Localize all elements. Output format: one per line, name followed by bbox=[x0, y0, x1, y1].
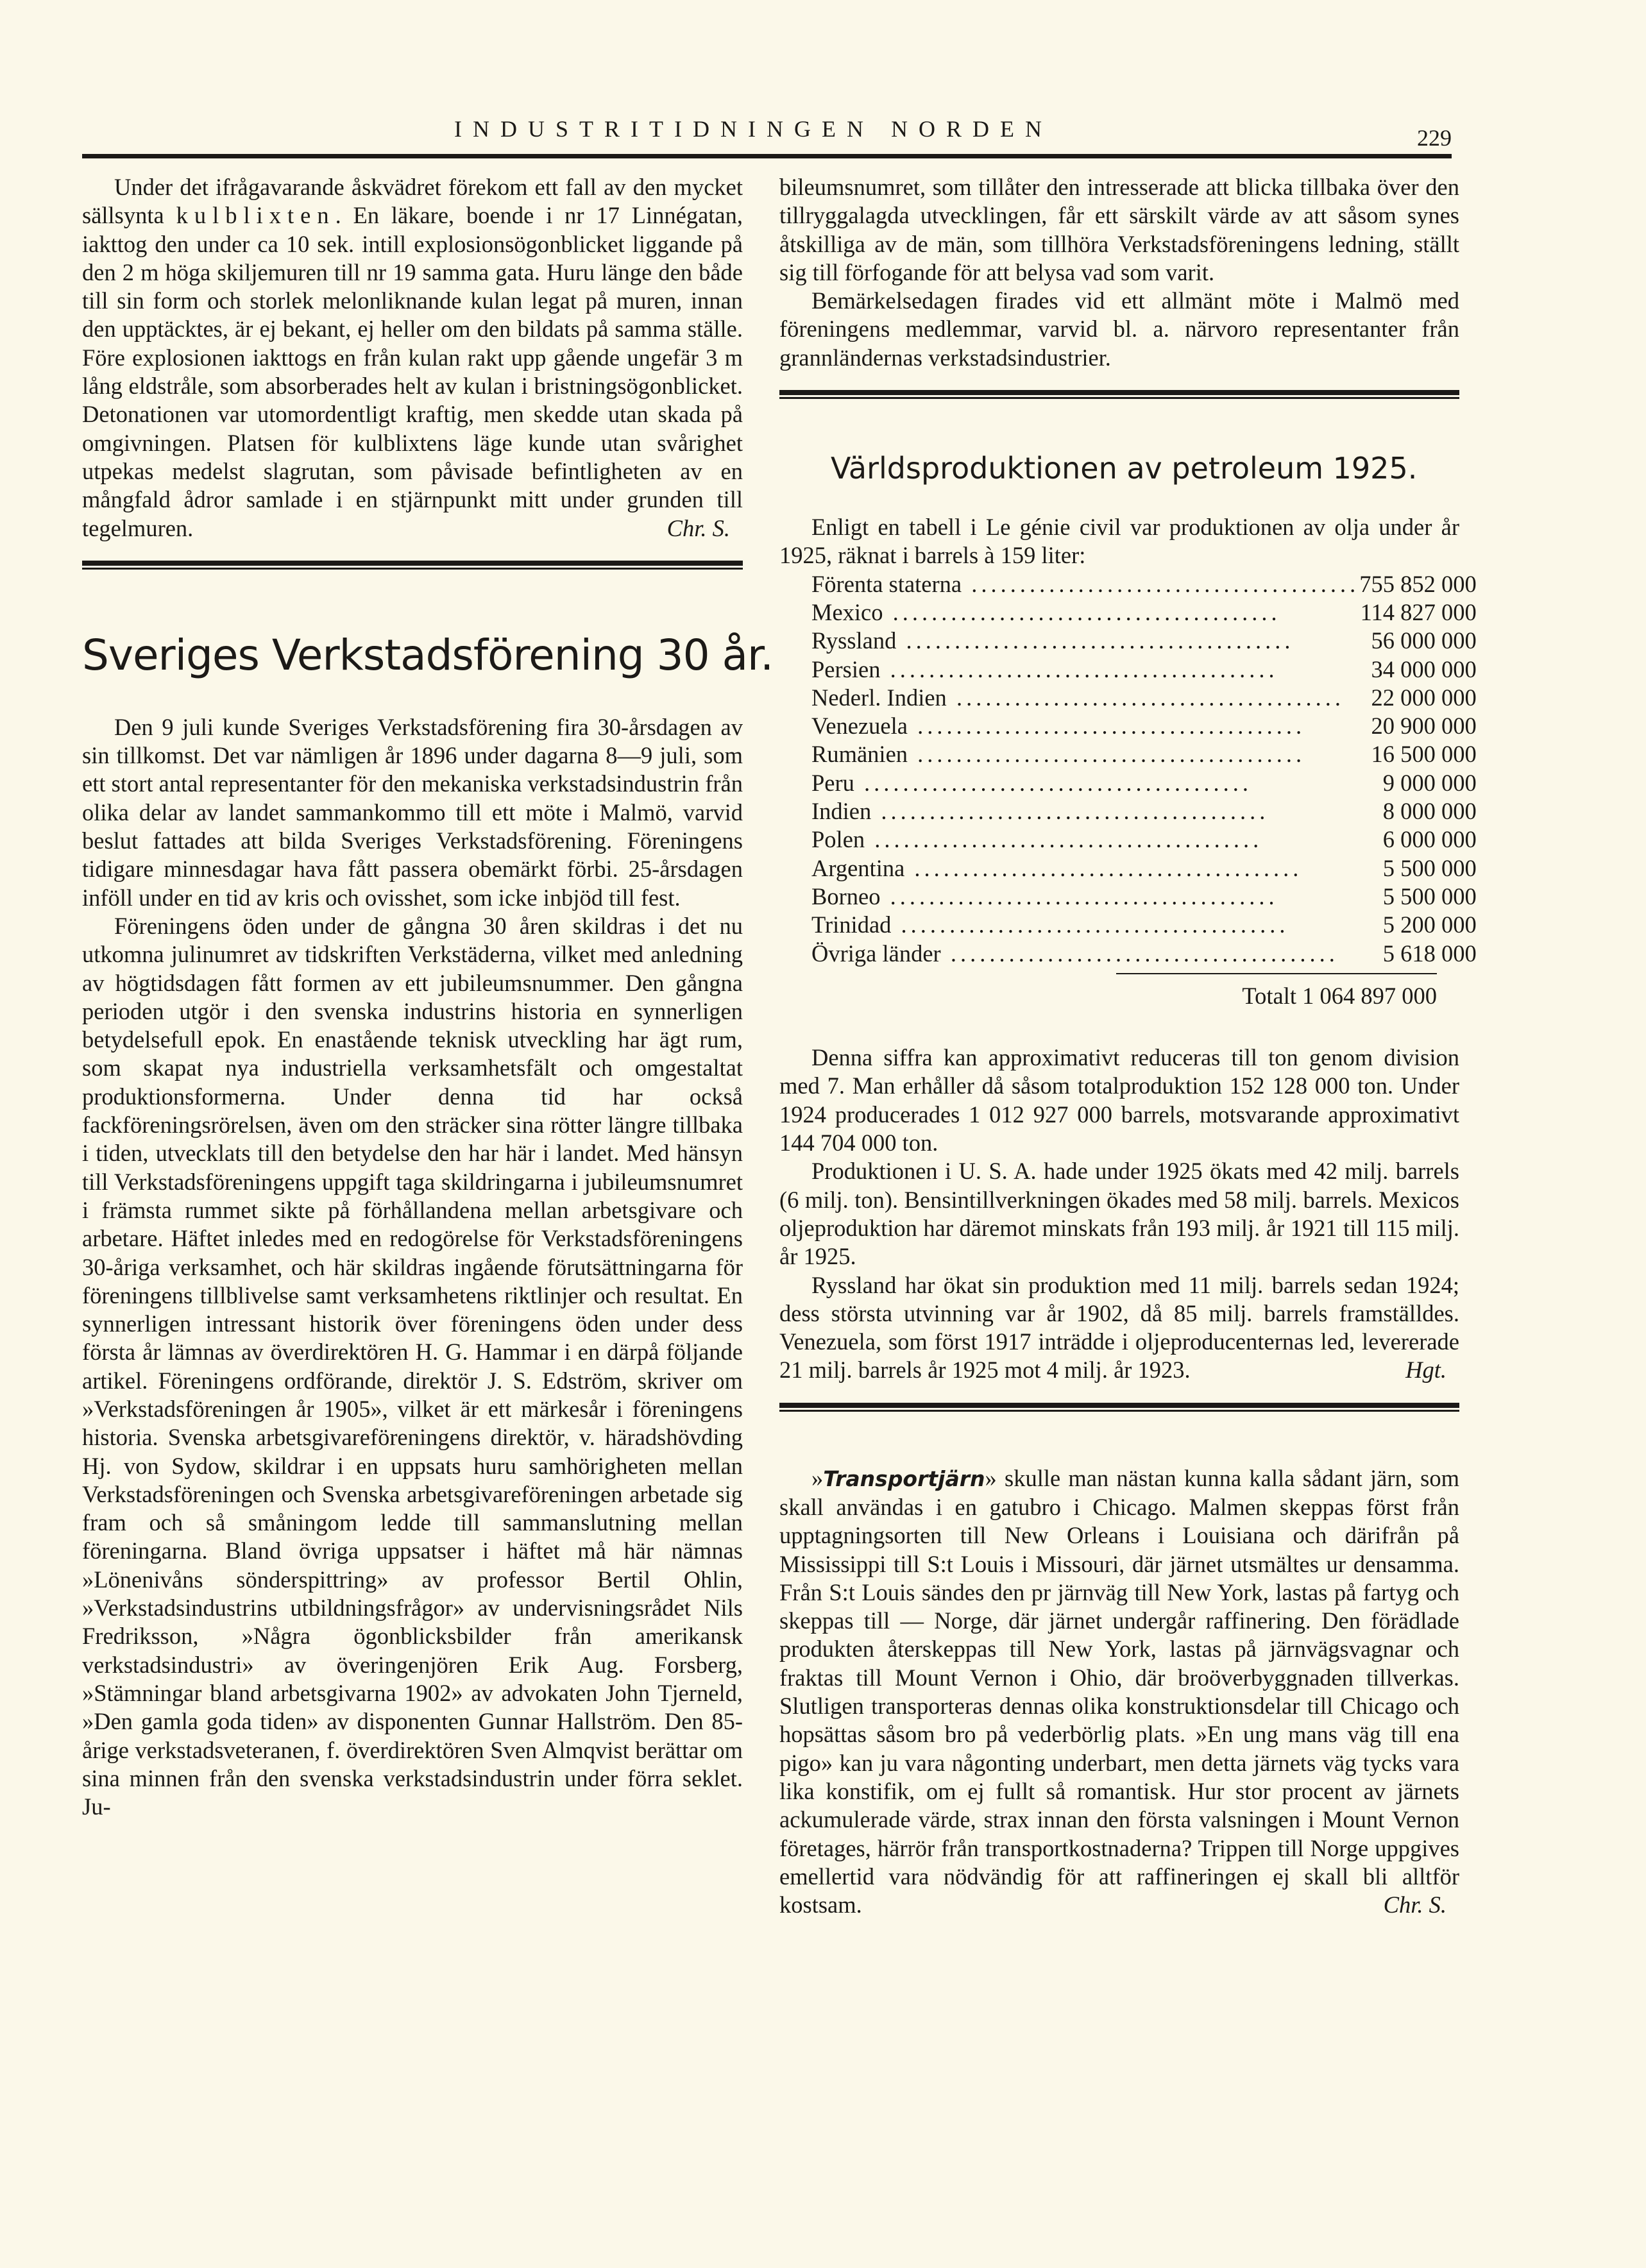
country-cell bbox=[811, 598, 1359, 627]
country-name: Peru bbox=[811, 769, 854, 796]
country-cell bbox=[811, 740, 1359, 768]
country-cell bbox=[811, 570, 1359, 598]
barrels-cell: 5 500 000 bbox=[1382, 854, 1477, 881]
table-row bbox=[811, 769, 1477, 797]
article-paragraph: Denna siffra kan approximativt reduceras till ton genom division med 7. Man erhåller då såsom totalproduktion 152 128 000 ton. Under 1924 producerades 1 012 927 000 barrels, motsvarande approximativt 144 704 000 ton. bbox=[779, 1044, 1459, 1156]
country-cell bbox=[811, 940, 1359, 968]
article-paragraph: Bemärkelsedagen firades vid ett allmänt möte i Malmö med föreningens medlemmar, varvid bl. a. närvoro representanter från grannländernas verkstadsindustrier. bbox=[779, 287, 1459, 371]
country-name: Persien bbox=[811, 656, 881, 682]
section-divider bbox=[82, 561, 743, 571]
header-rule bbox=[82, 154, 1452, 158]
dot-leader: ........................................ bbox=[940, 940, 1339, 967]
dot-leader: ........................................ bbox=[962, 570, 1360, 597]
barrels-cell: 16 500 000 bbox=[1371, 741, 1477, 768]
petroleum-article bbox=[779, 449, 1477, 1385]
dot-leader: ........................................ bbox=[854, 769, 1253, 796]
article-paragraph: Föreningens öden under de gångna 30 åren skildras i det nu utkomna julinumret av tidskriften Verkstäderna, vilket med anledning av högtidsdagen fått formen av ett jubileumsnummer. Den gångna perioden utgör i den svenska industrins historia en synnerligen betydelsefull epok. En enastående teknisk utveckling har ägt rum, som skapat nya industriella verksamhetsfält och omgestaltat produktionsformerna. Under denna tid har också fackföreningsrörelsen, även om den sträcker sina rötter längre tillbaka i tiden, utvecklats till den betydelse den har här i landet. Med hänsyn till Verkstadsföreningens uppgift taga skildringarna i jubileumsnumret i främsta rummet sikte på förhållandena mellan arbetsgivare och arbetare. Häftet inledes med en redogörelse för Verkstadsföreningens 30-åriga verksamhet, och här skildras ingående förutsättningarna för föreningens tillblivelse samt verksamhetens riktlinjer och resultat. En synnerligen intressant historik över föreningens öden under dess första år lämnas av överdirektören H. G. Hammar i en därpå följande artikel. Föreningens ordförande, direktör J. S. Edström, skriver om »Verkstadsföreningen år 1905», vilket är ett märkesår i föreningens historia. Svenska arbetsgivareföreningens direktör, v. häradshövding Hj. von Sydow, skildrar i en uppsats huru samhörigheten mellan Verkstadsföreningen och Svenska arbetsgivareföreningen arbetade sig fram och så småningom ledde till sammanslutning mellan föreningarna. Bland övriga uppsatser i häftet må här nämnas »Lönenivåns sönderspittring» av professor Bertil Ohlin, »Verkstadsindustrins utbildningsfrågor» av undervisningsrådet Nils Fredriksson, »Några ögonblicksbilder från amerikansk verkstadsindustri» av överingenjören Erik Aug. Forsberg, »Stämningar bland arbetsgivarna 1902» av advokaten John Tjerneld, »Den gamla goda tiden» av disponenten Gunnar Hallström. Den 85-årige verkstadsveteranen, f. överdirektören Sven Almqvist berättar om sina minnen från den svenska verkstadsindustrin under förra seklet. Ju- bbox=[82, 912, 743, 1820]
total-row bbox=[779, 982, 1437, 1010]
country-cell bbox=[811, 769, 1359, 797]
article-title: Sveriges Verkstadsförening 30 år. bbox=[82, 630, 774, 680]
lead-term: Transportjärn bbox=[823, 1466, 985, 1491]
country-name: Förenta staterna bbox=[811, 570, 962, 597]
country-name: Rumänien bbox=[811, 741, 908, 768]
barrels-cell: 6 000 000 bbox=[1382, 826, 1477, 853]
barrels-cell: 22 000 000 bbox=[1371, 684, 1477, 711]
spaced-term: kulblixten bbox=[176, 202, 335, 229]
table-row bbox=[811, 911, 1477, 939]
table-row bbox=[811, 598, 1477, 627]
running-title: INDUSTRITIDNINGEN NORDEN bbox=[454, 116, 1053, 142]
article-paragraph: Den 9 juli kunde Sveriges Verkstadsförening fira 30-årsdagen av sin tillkomst. Det var nämligen år 1896 under dagarna 8—9 juli, som ett stort antal representanter för den mekaniska verkstadsindustrin från olika delar av landet sammankommo till ett möte i Malmö, varvid beslut fattades att bilda Sveriges Verkstadsförening. Föreningens tidigare minnesdagar hava fått passera obemärkt förbi. 25-årsdagen inföll under en tid av kris och ovisshet, som icke inbjöd till fest. bbox=[82, 713, 743, 911]
country-cell bbox=[811, 797, 1359, 825]
country-cell bbox=[811, 712, 1359, 740]
article-paragraph: Ryssland har ökat sin produktion med 11 milj. barrels sedan 1924; dess största utvinning var år 1902, då 85 milj. barrels framställdes. Venezuela, som först 1917 inträdde i oljeproducenternas led, levererade 21 milj. barrels år 1925 mot 4 milj. år 1923. Hgt. bbox=[779, 1271, 1459, 1385]
table-row bbox=[811, 797, 1477, 825]
barrels-cell: 5 500 000 bbox=[1382, 883, 1477, 910]
country-cell bbox=[811, 883, 1359, 911]
country-name: Borneo bbox=[811, 883, 881, 910]
country-name: Polen bbox=[811, 826, 865, 853]
dot-leader: ........................................ bbox=[946, 684, 1345, 711]
production-table bbox=[811, 570, 1477, 968]
table-row bbox=[811, 570, 1477, 598]
signature: Chr. S. bbox=[1383, 1891, 1447, 1918]
table-row bbox=[811, 627, 1477, 655]
country-name: Ryssland bbox=[811, 627, 897, 654]
barrels-cell: 5 618 000 bbox=[1382, 940, 1477, 967]
article-paragraph: bileumsnumret, som tillåter den intresserade att blicka tillbaka över den tillryggalagda utvecklingen, får ett särskilt värde av att såsom synes åtskilliga av de män, som tillhöra Verkstadsföreningens ledning, ställt sig till förfogande för att belysa vad som varit. bbox=[779, 174, 1459, 285]
dot-leader: ........................................ bbox=[907, 713, 1306, 740]
page-header bbox=[82, 115, 1452, 154]
total-rule bbox=[1116, 973, 1437, 974]
country-name: Trinidad bbox=[811, 911, 892, 938]
country-name: Indien bbox=[811, 798, 872, 825]
verkstad-continuation bbox=[779, 173, 1459, 372]
verkstad-article bbox=[82, 630, 774, 1822]
section-divider bbox=[779, 1403, 1459, 1413]
section-divider bbox=[779, 390, 1459, 400]
dot-leader: ........................................ bbox=[896, 627, 1294, 654]
transport-article bbox=[779, 1464, 1459, 1920]
article-intro: Enligt en tabell i Le génie civil var produktionen av olja under år 1925, räknat i barrels à 159 liter: bbox=[779, 514, 1459, 569]
country-name: Venezuela bbox=[811, 713, 908, 740]
barrels-cell: 114 827 000 bbox=[1360, 598, 1477, 625]
total-label: Totalt bbox=[1242, 982, 1296, 1009]
table-row bbox=[811, 883, 1477, 911]
left-column bbox=[82, 173, 774, 1821]
country-cell bbox=[811, 911, 1359, 939]
barrels-cell: 34 000 000 bbox=[1371, 656, 1477, 682]
dot-leader: ........................................ bbox=[880, 883, 1278, 910]
country-cell bbox=[811, 656, 1359, 684]
table-row bbox=[811, 825, 1477, 854]
dot-leader: ........................................ bbox=[865, 826, 1263, 853]
country-name: Nederl. Indien bbox=[811, 684, 947, 711]
signature: Hgt. bbox=[1405, 1357, 1447, 1384]
barrels-cell: 20 900 000 bbox=[1371, 713, 1477, 740]
article-paragraph: »Transportjärn» skulle man nästan kunna kalla sådant järn, som skall användas i en gatubro i Chicago. Malmen skeppas först från upptagningsorten till New Orleans i Louisiana och därifrån på Mississippi till S:t Louis i Missouri, där järnet utsmältes ur densamma. Från S:t Louis sändes den pr järnväg till New York, lastas på fartyg och skeppas till — Norge, där järnet undergår raffinering. Den förädlade produkten återskeppas till New York, lastas på järnvägsvagnar och fraktas till Mount Vernon i Ohio, där broöverbyggnaden tillverkas. Slutligen transporteras dennas olika konstruktionsdelar till Chicago och hopsättas såsom bro på vederbörlig plats. »En ung mans väg till ena pigo» kan ju vara någonting underbart, men detta järnets väg tycks vara lika konstifik, om ej fullt så romantisk. Hur stor procent av järnets ackumulerade värde, strax innan den första valsningen i Mount Vernon företages, härrör från transportkostnaderna? Trippen till Norge uppgives emellertid vara nödvändig för att raffineringen ej skall bli alltför kostsam. Chr. S. bbox=[779, 1464, 1459, 1920]
table-row bbox=[811, 940, 1477, 968]
country-cell bbox=[811, 684, 1359, 712]
dot-leader: ........................................ bbox=[904, 854, 1303, 881]
country-name: Övriga länder bbox=[811, 940, 941, 967]
country-name: Argentina bbox=[811, 854, 905, 881]
article-paragraph: Produktionen i U. S. A. hade under 1925 ökats med 42 milj. barrels (6 milj. ton). Bensintillverkningen ökades med 58 milj. barrels. Mexicos oljeproduktion har däremot minskats från 193 milj. år 1921 till 115 milj. år 1925. bbox=[779, 1158, 1459, 1270]
table-row bbox=[811, 854, 1477, 883]
country-cell bbox=[811, 854, 1359, 883]
total-value: 1 064 897 000 bbox=[1302, 982, 1437, 1009]
kulblixt-paragraph: Under det ifrågavarande åskvädret förekom ett fall av den mycket sällsynta kulblixten. En läkare, boende i nr 17 Linnégatan, iakttog den under ca 10 sek. intill explosionsögonblicket liggande på den 2 m höga skiljemuren till nr 19 samma gata. Huru länge den både till sin form och storlek melonliknande kulan legat på muren, innan den upptäcktes, är ej bekant, ej heller om den bildats på samma ställe. Före explosionen iakttogs en från kulan rakt upp gående ungefär 3 m lång eldstråle, som absorberades helt av kulan i bristningsögonblicket. Detonationen var utomordentligt kraftig, men skedde utan skada på omgivningen. Platsen för kulblixtens läge kunde utan svårighet utpekas medelst slagrutan, som påvisade befintligheten av en mångfald ådror samlade i en stjärnpunkt mitt under grunden till tegelmuren. Chr. S. bbox=[82, 173, 743, 543]
dot-leader: ........................................ bbox=[908, 741, 1306, 768]
kulblixt-article bbox=[82, 173, 743, 543]
barrels-cell: 5 200 000 bbox=[1382, 911, 1477, 938]
country-cell bbox=[811, 825, 1359, 854]
dot-leader: ........................................ bbox=[871, 798, 1269, 825]
barrels-cell: 9 000 000 bbox=[1382, 769, 1477, 796]
country-cell bbox=[811, 627, 1359, 655]
table-row bbox=[811, 656, 1477, 684]
table-row bbox=[811, 684, 1477, 712]
dot-leader: ........................................ bbox=[880, 656, 1278, 682]
signature: Chr. S. bbox=[666, 514, 730, 541]
barrels-cell: 8 000 000 bbox=[1382, 798, 1477, 825]
right-column bbox=[779, 173, 1477, 1919]
table-row bbox=[811, 712, 1477, 740]
article-title: Världsproduktionen av petroleum 1925. bbox=[831, 451, 1418, 486]
barrels-cell: 755 852 000 bbox=[1359, 570, 1477, 597]
barrels-cell: 56 000 000 bbox=[1371, 627, 1477, 654]
table-row bbox=[811, 740, 1477, 768]
page-number: 229 bbox=[1417, 125, 1452, 151]
dot-leader: ........................................ bbox=[883, 598, 1281, 625]
country-name: Mexico bbox=[811, 598, 883, 625]
dot-leader: ........................................ bbox=[891, 911, 1289, 938]
